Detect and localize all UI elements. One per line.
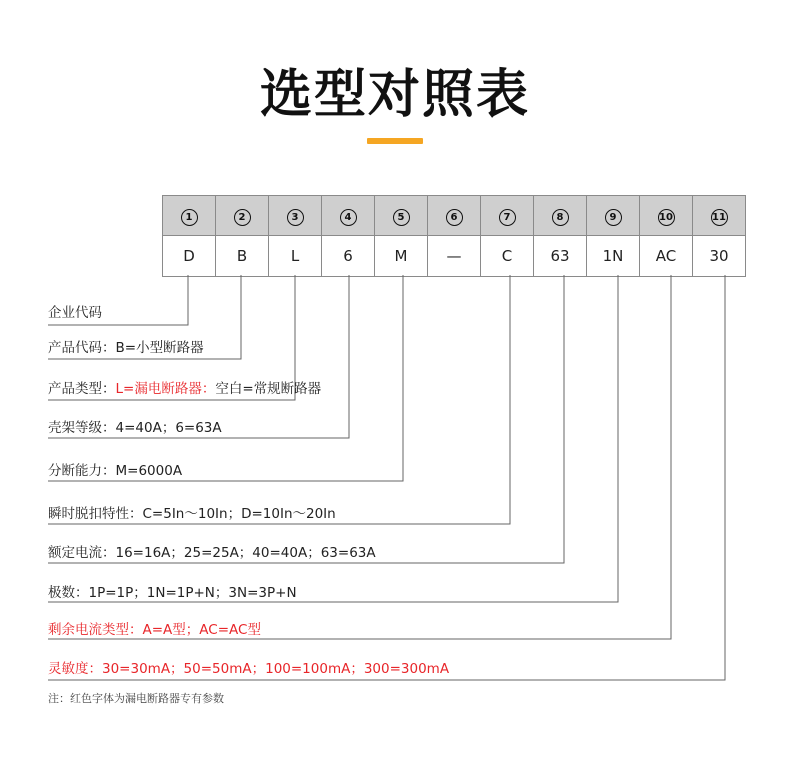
circled-number-11: 11 bbox=[711, 209, 728, 226]
code-value-cell: 30 bbox=[693, 236, 746, 277]
product-type-label: 产品类型： bbox=[48, 381, 116, 397]
row-sensitivity: 灵敏度：30=30mA；50=50mA；100=100mA；300=300mA bbox=[48, 661, 450, 677]
row-product-code: 产品代码：B=小型断路器 bbox=[48, 340, 204, 356]
product-type-standard-option: 空白=常规断路器 bbox=[215, 381, 322, 397]
circled-number-5: 5 bbox=[393, 209, 410, 226]
circled-number-6: 6 bbox=[446, 209, 463, 226]
product-type-rcd-option: L=漏电断路器： bbox=[115, 381, 216, 397]
code-value-cell: 63 bbox=[534, 236, 587, 277]
code-value-cell: D bbox=[163, 236, 216, 277]
circled-number-1: 1 bbox=[181, 209, 198, 226]
circled-number-10: 10 bbox=[658, 209, 675, 226]
row-poles: 极数：1P=1P；1N=1P+N；3N=3P+N bbox=[48, 585, 297, 601]
footnote: 注：红色字体为漏电断路器专有参数 bbox=[48, 692, 224, 705]
row-company-code: 企业代码 bbox=[48, 305, 102, 321]
code-value-cell: AC bbox=[640, 236, 693, 277]
circled-number-7: 7 bbox=[499, 209, 516, 226]
code-value-cell: C bbox=[481, 236, 534, 277]
row-residual-current-type: 剩余电流类型：A=A型；AC=AC型 bbox=[48, 622, 261, 638]
row-breaking-capacity: 分断能力：M=6000A bbox=[48, 463, 183, 479]
code-value-cell: 1N bbox=[587, 236, 640, 277]
code-value-cell: — bbox=[428, 236, 481, 277]
code-value-cell: B bbox=[216, 236, 269, 277]
row-trip-characteristic: 瞬时脱扣特性：C=5In～10In；D=10In～20In bbox=[48, 506, 336, 522]
row-product-type bbox=[48, 381, 321, 397]
circled-number-3: 3 bbox=[287, 209, 304, 226]
circled-number-4: 4 bbox=[340, 209, 357, 226]
circled-number-9: 9 bbox=[605, 209, 622, 226]
connector-line-4 bbox=[48, 275, 349, 438]
circled-number-8: 8 bbox=[552, 209, 569, 226]
circled-number-2: 2 bbox=[234, 209, 251, 226]
row-frame-rating: 壳架等级：4=40A；6=63A bbox=[48, 420, 222, 436]
row-rated-current: 额定电流：16=16A；25=25A；40=40A；63=63A bbox=[48, 545, 376, 561]
code-value-cell: 6 bbox=[322, 236, 375, 277]
page-title: 选型对照表 bbox=[259, 65, 530, 125]
code-value-cell: M bbox=[375, 236, 428, 277]
code-value-cell: L bbox=[269, 236, 322, 277]
